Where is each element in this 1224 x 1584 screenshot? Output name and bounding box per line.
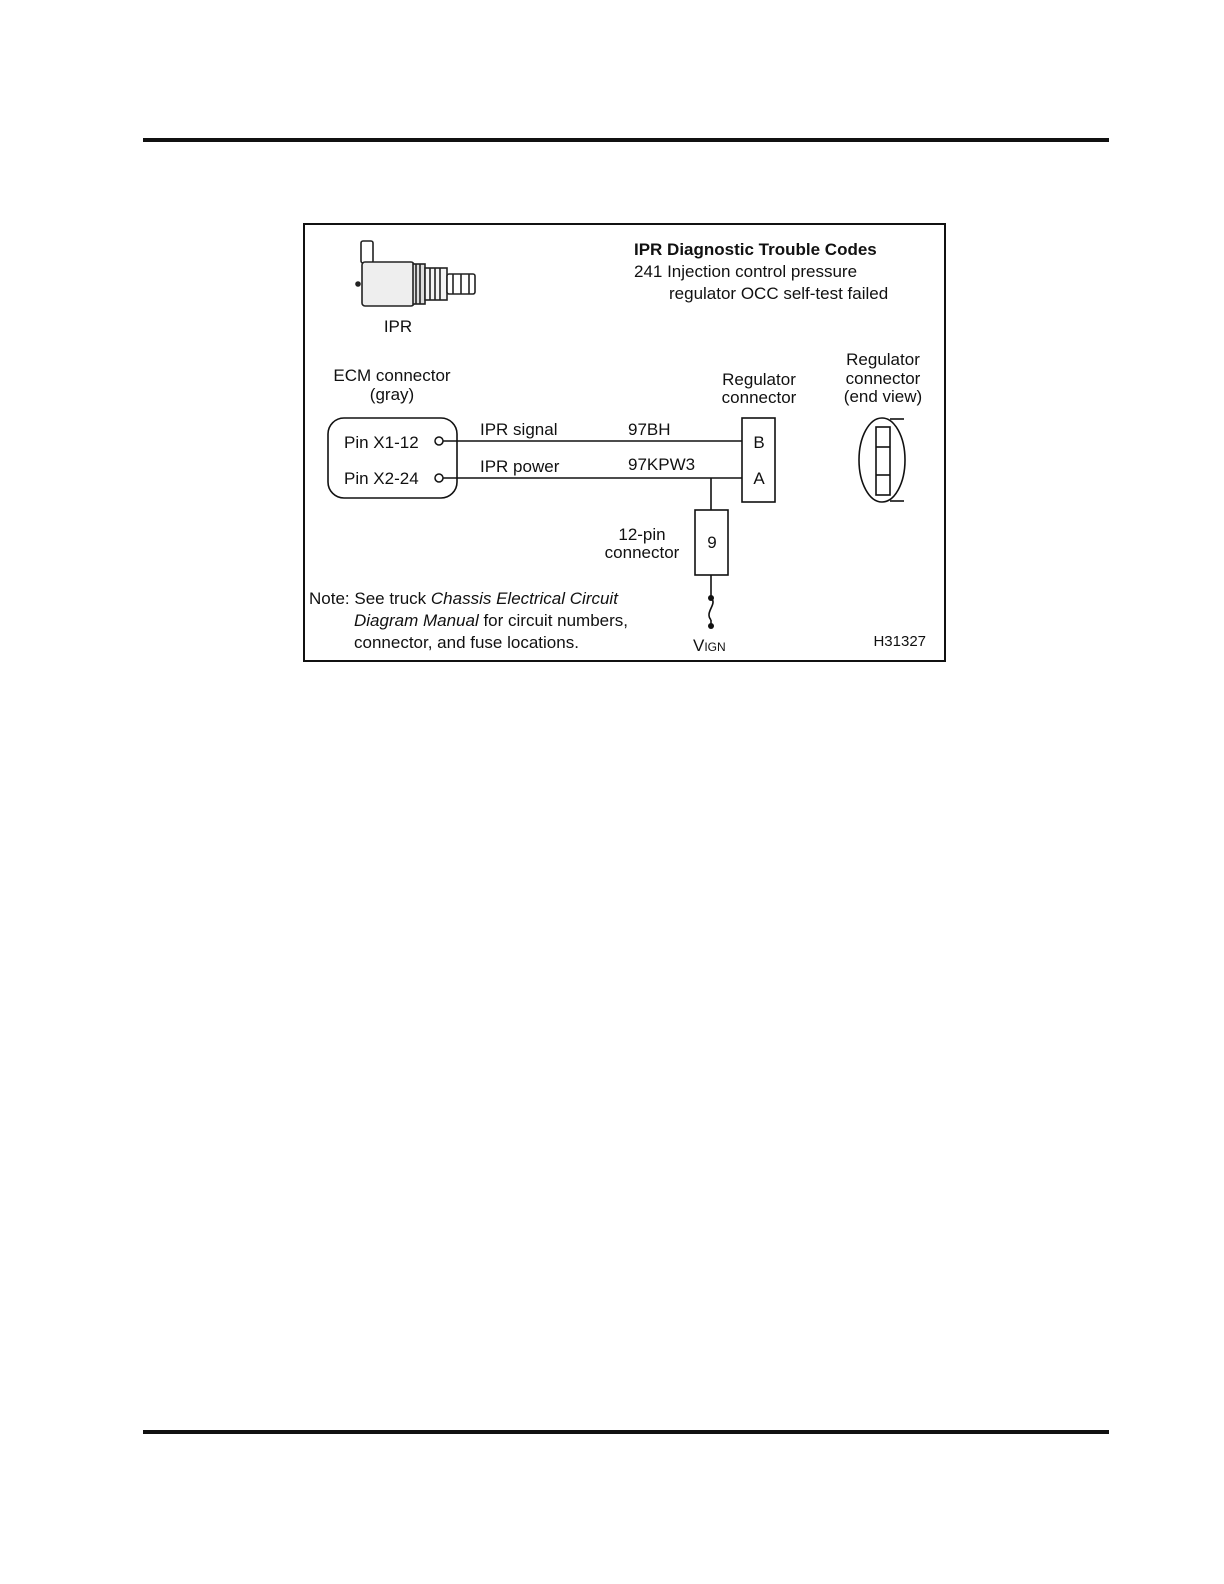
vign-label: VIGN: [693, 636, 726, 655]
endview-label-3: (end view): [843, 387, 923, 406]
regulator-connector: [742, 418, 775, 502]
regulator-pin-a: A: [753, 469, 765, 488]
ecm-pin-2: Pin X2-24: [344, 469, 419, 488]
endview-label-1: Regulator: [846, 350, 920, 369]
ecm-pin-1: Pin X1-12: [344, 433, 419, 452]
note-line-3: connector, and fuse locations.: [354, 633, 579, 652]
note-line-2: Diagram Manual for circuit numbers,: [354, 611, 628, 630]
figure-id: H31327: [873, 633, 926, 650]
wire-signal-name: IPR signal: [480, 420, 558, 439]
wire-power-name: IPR power: [480, 457, 560, 476]
wire-power-circuit: 97KPW3: [628, 455, 696, 474]
dtc-line-2: regulator OCC self-test failed: [669, 284, 889, 303]
diagram-title: IPR Diagnostic Trouble Codes: [634, 240, 877, 259]
regulator-label-2: connector: [721, 388, 797, 407]
twelve-pin-pin: 9: [707, 533, 717, 552]
twelve-pin-label-2: connector: [604, 543, 680, 562]
ecm-pin-1-terminal: [435, 437, 443, 445]
regulator-pin-b: B: [753, 433, 765, 452]
ipr-label: IPR: [383, 317, 413, 336]
footer-rule: [143, 1430, 1109, 1434]
twelve-pin-label-1: 12-pin: [618, 525, 666, 544]
endview-label-2: connector: [845, 369, 921, 388]
ecm-label-2: (gray): [369, 385, 415, 404]
dtc-line-1: 241 Injection control pressure: [634, 262, 858, 281]
regulator-end-view-icon: [859, 418, 905, 502]
ecm-label-1: ECM connector: [333, 366, 451, 385]
note-line-1: Note: See truck Chassis Electrical Circuit: [309, 589, 618, 608]
wire-signal-circuit: 97BH: [628, 420, 671, 439]
regulator-label-1: Regulator: [722, 370, 796, 389]
ecm-pin-2-terminal: [435, 474, 443, 482]
